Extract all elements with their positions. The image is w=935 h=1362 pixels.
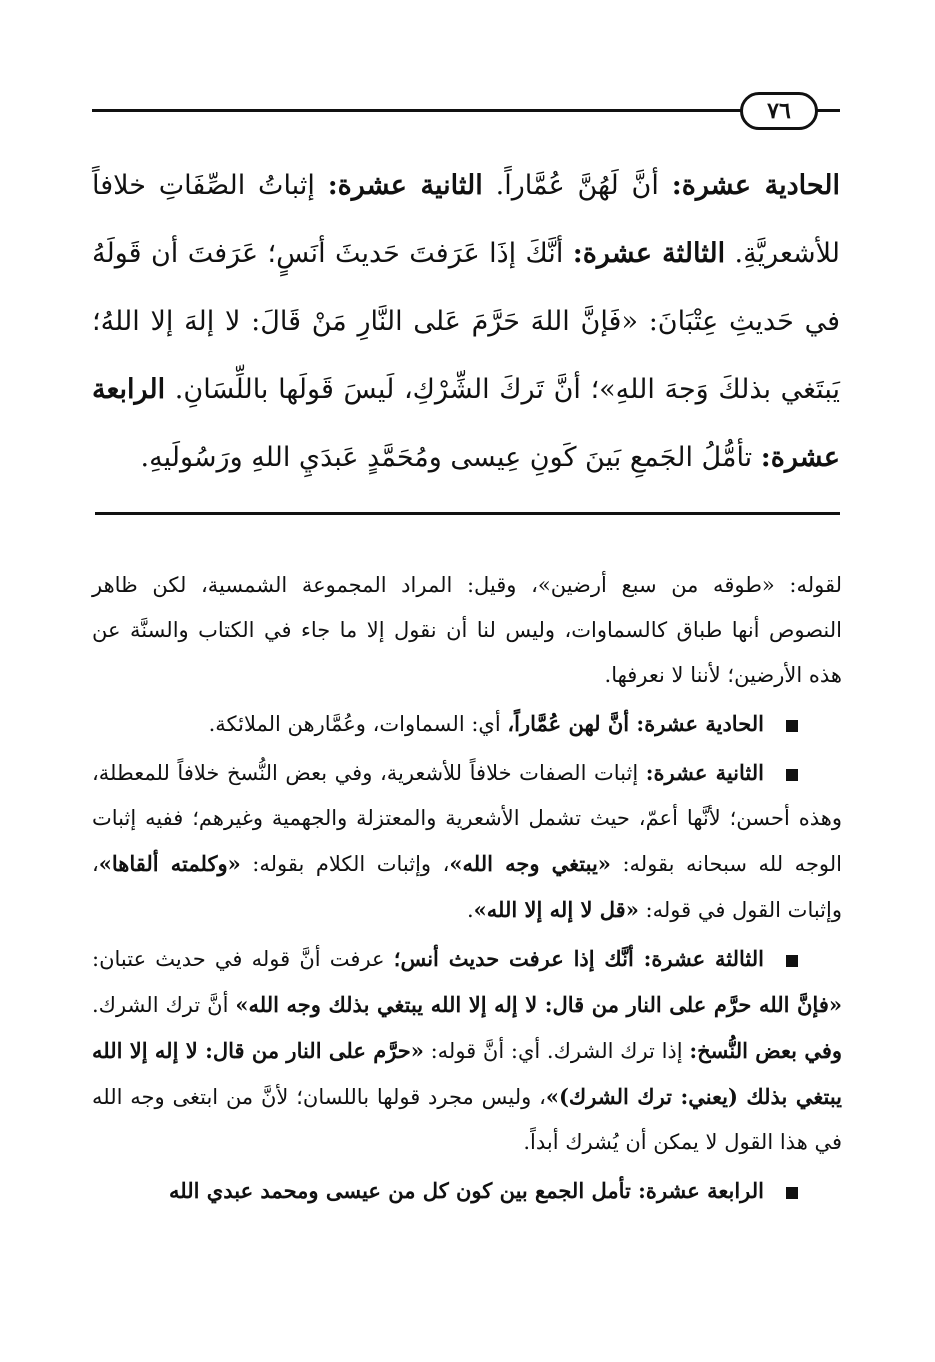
commentary-item-12-text: . [466,898,474,922]
quote: «فإنَّ الله حرَّم على النار من قال: لا إله إلا الله يبتغي بذلك وجه الله» [235,992,842,1017]
point-14-heading: الرابعة عشرة: [92,374,840,473]
commentary-item-12-heading: الثانية عشرة: [645,760,764,785]
quote: «يبتغي وجه الله» [449,851,611,876]
commentary-item-13 [92,936,842,1165]
square-bullet-icon [786,769,798,781]
point-12-text: إثباتُ الصِّفَاتِ خلافاً للأشعريَّةِ. [92,170,840,269]
commentary-item-11 [92,701,842,747]
header-rule [92,109,840,112]
footnote-separator [95,512,840,515]
quote: «حرَّم على النار من قال: لا إله إلا الله يبتغي بذلك (يعني: ترك الشرك)» [92,1038,842,1109]
commentary-intro: لقوله: «طوقه من سبع أرضين»، وقيل: المراد المجموعة الشمسية، لكن ظاهر النصوص أنها طباق كالسماوات، وليس لنا أن نقول إلا ما جاء في الكتاب والسنَّة عن هذه الأرضين؛ لأننا لا نعرفها. [92,573,842,687]
main-text-paragraph [92,152,840,492]
commentary-item-13-heading: الثالثة عشرة: أنَّك إذا عرفت حديث أنس؛ [393,946,764,971]
commentary-item-12-text: ، وإثبات الكلام بقوله: [240,852,450,876]
point-12-heading: الثانية عشرة: [327,170,483,201]
commentary-item-13-text: إذا ترك الشرك. أي: أنَّ قوله: [423,1039,690,1063]
point-11-text: أنَّ لَهُنَّ عُمَّاراً. [482,170,672,201]
point-13-text: أنَّكَ إذَا عَرَفتَ حَديثَ أنَسٍ؛ عَرَفتَ أن قَولَهُ في حَديثِ عِتْبَانَ: «فَإنَّ اللهَ حَرَّمَ عَلى النَّارِ مَنْ قَالَ: لا إلهَ إلا اللهُ؛ يَبتَغي بذلكَ وَجهَ اللهِ»؛ أنَّ تَركَ الشِّرْكِ، لَيسَ قَولَها باللِّسَانِ. [92,238,840,405]
commentary-item-13-text: عرفت أنَّ قوله في حديث عتبان: [92,947,394,971]
main-text [92,152,840,492]
square-bullet-icon [786,955,798,967]
quote: «قل لا إله إلا الله» [473,897,639,922]
commentary-item-14 [92,1168,842,1214]
commentary-item-14-heading: الرابعة عشرة: تأمل الجمع بين كون كل من عيسى ومحمد عبدي الله [169,1178,764,1203]
commentary-item-11-heading: الحادية عشرة: أنَّ لهن عُمَّاراً، [507,711,764,736]
point-13-heading: الثالثة عشرة: [572,238,726,269]
commentary-item-12-text: إثبات الصفات خلافاً للأشعرية، وفي بعض النُّسخ خلافاً للمعطلة، وهذه أحسن؛ لأنَّها أعمّ، حيث تشمل الأشعرية والمعتزلة والجهمية وغيرهم؛ ففيه إثبات الوجه لله سبحانه بقوله: [92,761,843,876]
commentary-item-13-text: أنَّ ترك الشرك. [92,993,236,1017]
quote: «وكلمته ألقاها» [98,851,241,876]
point-11-heading: الحادية عشرة: [671,170,840,201]
square-bullet-icon [786,1187,798,1199]
point-14-text: تأمُّلُ الجَمعِ بَينَ كَونِ عِيسى ومُحَمَّدٍ عَبدَيِ اللهِ ورَسُولَيهِ. [140,442,761,473]
commentary-item-11-text: أي: السماوات، وعُمَّارهن الملائكة. [208,712,508,736]
commentary-item-12 [92,750,842,933]
commentary-item-13-subheading: وفي بعض النُّسخ: [689,1038,842,1063]
square-bullet-icon [786,720,798,732]
commentary-item-13-text: ، وليس مجرد قولها باللسان؛ لأنَّ من ابتغى وجه الله في هذا القول لا يمكن أن يُشرك أبداً. [92,1085,842,1154]
page-number: ٧٦ [740,92,818,130]
commentary [92,563,842,1214]
commentary-item-12-text: ، وإثبات القول في قوله: [92,852,842,922]
page-header [92,90,840,130]
